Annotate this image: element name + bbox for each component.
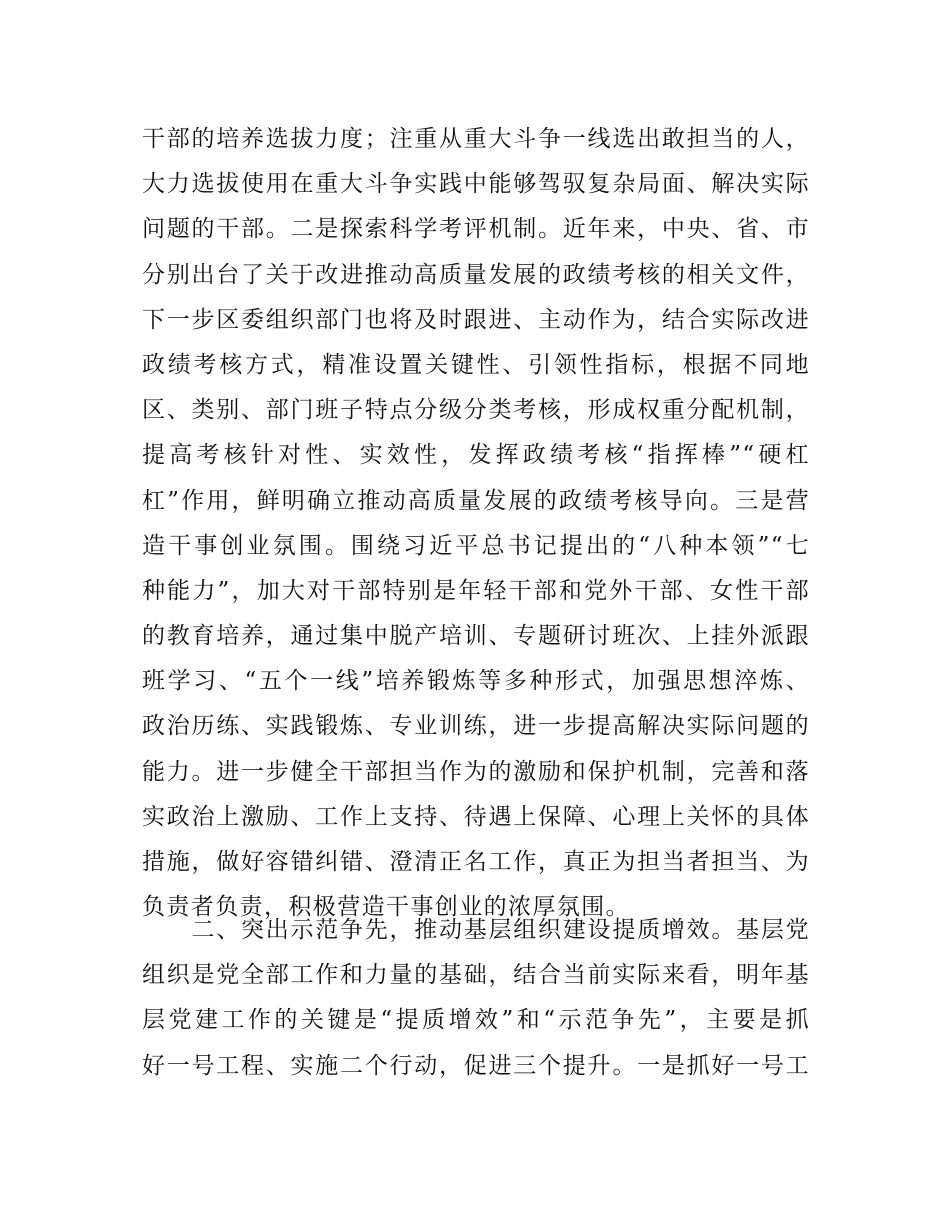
text-line: 负责者负责，积极营造干事创业的浓厚氛围。: [142, 894, 630, 921]
text-line: 能力。进一步健全干部担当作为的激励和保护机制，完善和落: [142, 758, 810, 785]
paragraph-cadre-evaluation: [142, 117, 810, 930]
text-line: 杠”作用，鲜明确立推动高质量发展的政绩考核导向。三是营: [142, 487, 810, 514]
text-line: 班学习、“五个一线”培养锻炼等多种形式，加强思想淬炼、: [142, 668, 810, 695]
text-line: 的教育培养，通过集中脱产培训、专题研讨班次、上挂外派跟: [142, 623, 810, 650]
text-line: 分别出台了关于改进推动高质量发展的政绩考核的相关文件，: [142, 261, 810, 288]
text-line: 种能力”，加大对干部特别是年轻干部和党外干部、女性干部: [142, 577, 810, 604]
text-line: 政绩考核方式，精准设置关键性、引领性指标，根据不同地: [142, 351, 810, 378]
text-line: 二、突出示范争先，推动基层组织建设提质增效。基层党: [142, 917, 810, 943]
text-line: 大力选拔使用在重大斗争实践中能够驾驭复杂局面、解决实际: [142, 171, 810, 198]
text-line: 造干事创业氛围。围绕习近平总书记提出的“八种本领”“七: [142, 532, 810, 559]
text-line: 下一步区委组织部门也将及时跟进、主动作为，结合实际改进: [142, 306, 810, 333]
paragraph-grassroots-organization: [142, 908, 810, 1089]
text-line: 问题的干部。二是探索科学考评机制。近年来，中央、省、市: [142, 216, 810, 243]
text-line: 区、类别、部门班子特点分级分类考核，形成权重分配机制，: [142, 397, 810, 424]
text-line: 好一号工程、实施二个行动，促进三个提升。一是抓好一号工: [142, 1052, 810, 1079]
text-line: 提高考核针对性、实效性，发挥政绩考核“指挥棒”“硬杠: [142, 442, 810, 469]
text-line: 干部的培养选拔力度；注重从重大斗争一线选出敢担当的人，: [142, 126, 810, 152]
text-line: 组织是党全部工作和力量的基础，结合当前实际来看，明年基: [142, 962, 810, 989]
text-line: 层党建工作的关键是“提质增效”和“示范争先”，主要是抓: [142, 1007, 810, 1034]
text-line: 政治历练、实践锻炼、专业训练，进一步提高解决实际问题的: [142, 713, 810, 740]
text-line: 实政治上激励、工作上支持、待遇上保障、心理上关怀的具体: [142, 803, 810, 830]
text-line: 措施，做好容错纠错、澄清正名工作，真正为担当者担当、为: [142, 849, 810, 875]
